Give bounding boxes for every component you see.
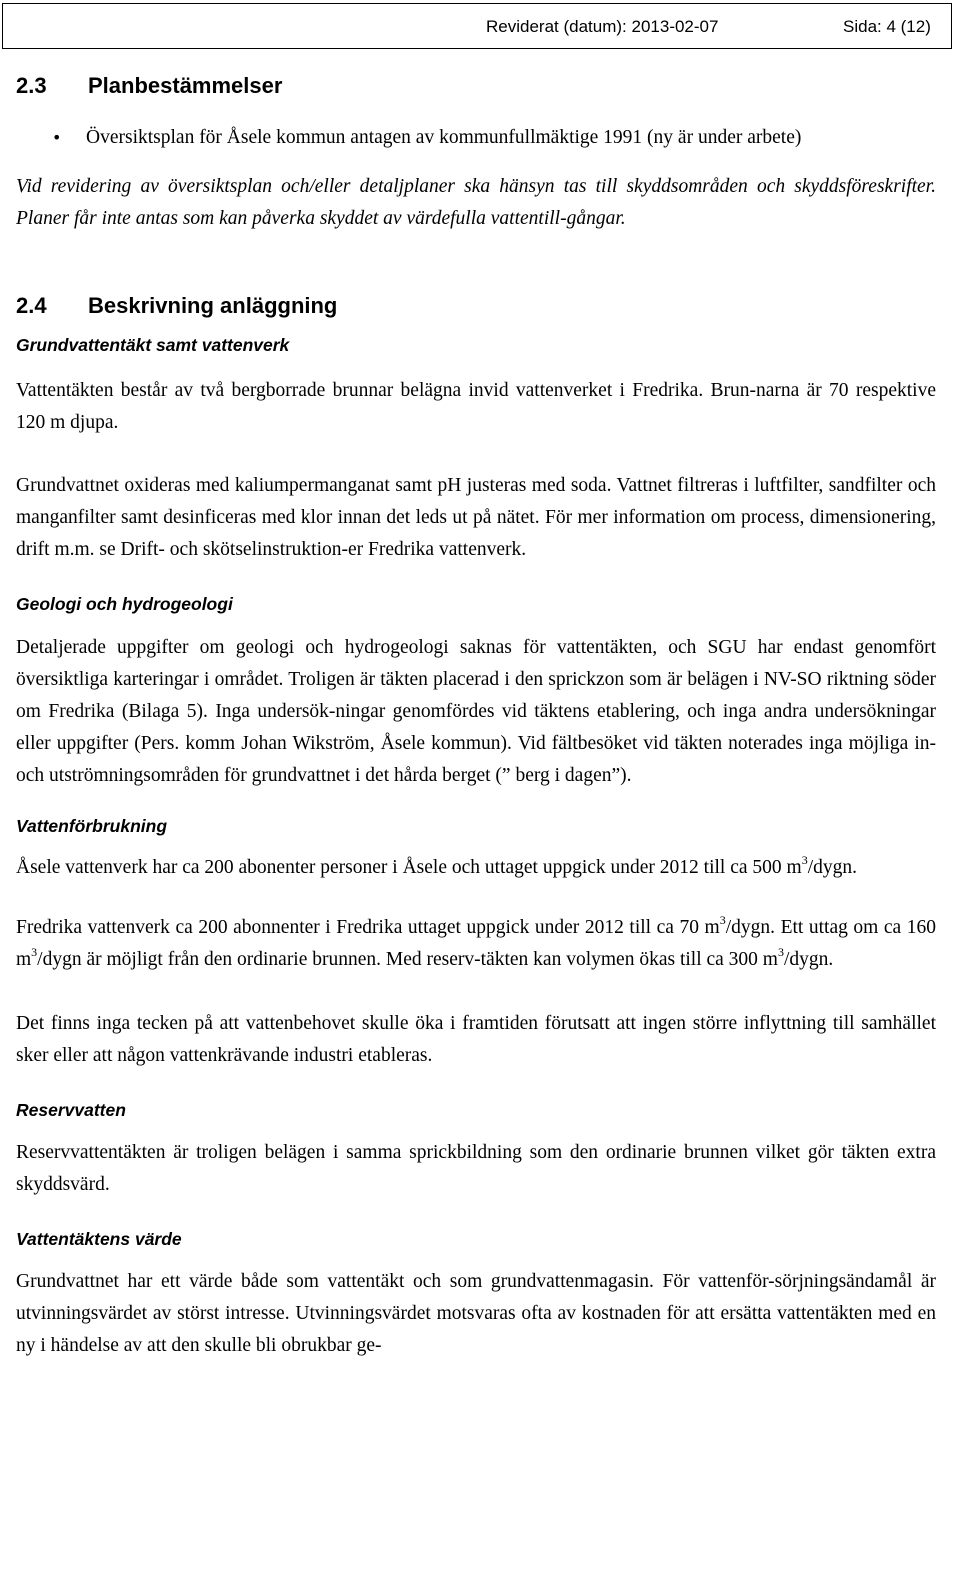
- superscript: 3: [801, 853, 808, 867]
- text-run: Fredrika vattenverk ca 200 abonnenter i Fredrika uttaget uppgick under 2012 till ca 70 m: [16, 917, 720, 938]
- paragraph: Vattentäkten består av två bergborrade brunnar belägna invid vattenverket i Fredrika. Brun-narna är 70 respektive 120 m djupa.: [16, 380, 936, 433]
- revision-date: Reviderat (datum): 2013-02-07: [486, 17, 719, 36]
- subheading: Grundvattentäkt samt vattenverk: [16, 335, 290, 355]
- document-body: [16, 72, 936, 1362]
- superscript: 3: [31, 945, 38, 959]
- paragraph: Vid revidering av översiktsplan och/eller detaljplaner ska hänsyn tas till skyddsområden och skyddsföreskrifter. Planer får inte antas som kan påverka skyddet av värdefulla vattentill-gångar.: [16, 176, 936, 229]
- text-run: /dygn.: [783, 949, 834, 970]
- subheading: Vattentäktens värde: [16, 1229, 182, 1249]
- text-run: Åsele vattenverk har ca 200 abonenter personer i Åsele och uttaget uppgick under 2012 till ca 500 m: [16, 857, 802, 878]
- page-header: [2, 3, 952, 49]
- subheading: Geologi och hydrogeologi: [16, 594, 233, 614]
- paragraph: Reservvattentäkten är troligen belägen i samma sprickbildning som den ordinarie brunnen vilket gör täkten extra skyddsvärd.: [16, 1142, 936, 1195]
- section-number: 2.4: [16, 293, 47, 318]
- section-heading-2-4: [16, 292, 936, 320]
- list-item: • Översiktsplan för Åsele kommun antagen av kommunfullmäktige 1991 (ny är under arbete): [16, 122, 936, 153]
- superscript: 3: [719, 913, 726, 927]
- section-title: Planbestämmelser: [88, 73, 283, 98]
- paragraph: Grundvattnet har ett värde både som vattentäkt och som grundvattenmagasin. För vattenför-sörjningsändamål är utvinningsvärdet av störst intresse. Utvinningsvärdet motsvaras ofta av kostnaden för att ersätta vattentäkten med en ny i händelse av att den skulle bli obrukbar ge-: [16, 1271, 936, 1356]
- paragraph: [16, 912, 936, 976]
- paragraph: [16, 852, 936, 884]
- superscript: 3: [777, 945, 784, 959]
- section-title: Beskrivning anläggning: [88, 293, 338, 318]
- page-number: Sida: 4 (12): [843, 17, 931, 36]
- text-run: /dygn. Ett uttag om ca 160 m: [16, 917, 936, 970]
- text-run: /dygn.: [807, 857, 857, 878]
- section-number: 2.3: [16, 73, 47, 98]
- text-run: /dygn är möjligt från den ordinarie brunnen. Med reserv-täkten kan volymen ökas till ca 300 m: [37, 949, 778, 970]
- subheading: Vattenförbrukning: [16, 816, 168, 836]
- paragraph: Grundvattnet oxideras med kaliumpermanganat samt pH justeras med soda. Vattnet filtreras i luftfilter, sandfilter och manganfilter samt desinficeras med klor innan det leds ut på nätet. För mer information om process, dimensionering, drift m.m. se Drift- och skötselinstruktion-er Fredrika vattenverk.: [16, 475, 936, 560]
- subheading: Reservvatten: [16, 1100, 126, 1120]
- section-heading-2-3: [16, 72, 936, 100]
- paragraph: Detaljerade uppgifter om geologi och hydrogeologi saknas för vattentäkten, och SGU har endast genomfört översiktliga karteringar i området. Troligen är täkten placerad i den sprickzon som är belägen i NV-SO riktning söder om Fredrika (Bilaga 5). Inga undersök-ningar genomfördes vid täktens etablering, och inga andra undersökningar eller uppgifter (Pers. komm Johan Wikström, Åsele kommun). Vid fältbesöket vid täkten noterades inga möjliga in- och utströmningsområden för grundvattnet i det hårda berget (” berg i dagen”).: [16, 637, 936, 786]
- bullet-list: [16, 122, 936, 153]
- paragraph: Det finns inga tecken på att vattenbehovet skulle öka i framtiden förutsatt att ingen större inflyttning till samhället sker eller att någon vattenkrävande industri etableras.: [16, 1013, 936, 1066]
